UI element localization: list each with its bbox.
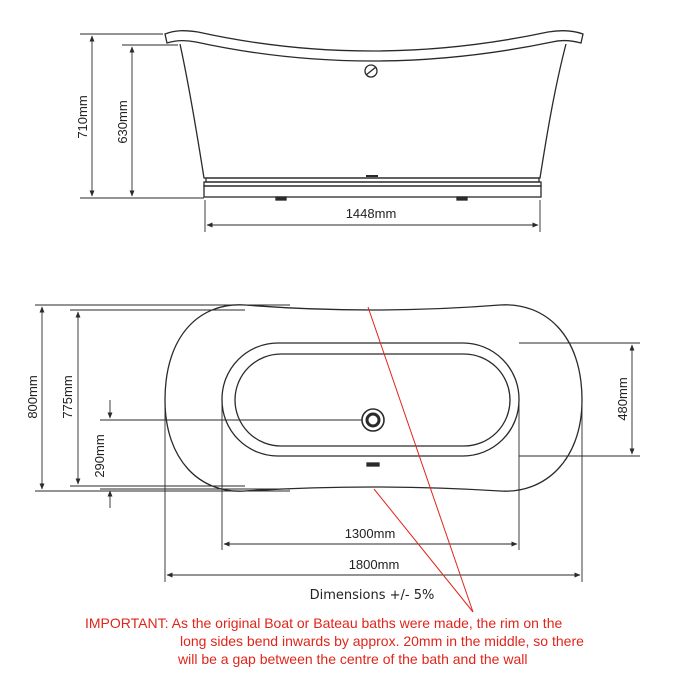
plan-overflow (367, 463, 379, 466)
plan-inner-floor (235, 354, 510, 446)
label-290: 290mm (92, 434, 107, 478)
label-1800: 1800mm (348, 557, 400, 572)
label-775: 775mm (60, 375, 75, 419)
note-line-2: long sides bend inwards by approx. 20mm in the middle, so there (180, 633, 584, 649)
plan-waste-outer (362, 409, 384, 431)
plan-dimensions (35, 305, 640, 582)
important-note (85, 614, 685, 668)
bath-foot-right (457, 197, 467, 200)
bath-rim (165, 31, 583, 61)
label-1448: 1448mm (345, 206, 397, 221)
label-480: 480mm (615, 377, 630, 421)
tolerance-label: Dimensions +/- 5% (309, 588, 435, 603)
note-line-1: IMPORTANT: As the original Boat or Bateau baths were made, the rim on the (85, 615, 563, 631)
label-710: 710mm (75, 95, 90, 139)
bath-foot-left (276, 197, 286, 200)
note-line-3: will be a gap between the centre of the bath and the wall (178, 651, 528, 667)
label-800: 800mm (25, 375, 40, 419)
plan-waste-inner (367, 414, 379, 426)
label-1300: 1300mm (344, 526, 396, 541)
side-dimensions (80, 34, 540, 232)
label-630: 630mm (115, 100, 130, 144)
side-elevation (165, 31, 583, 200)
bath-body (180, 44, 566, 178)
plan-inner-basin (222, 343, 519, 456)
